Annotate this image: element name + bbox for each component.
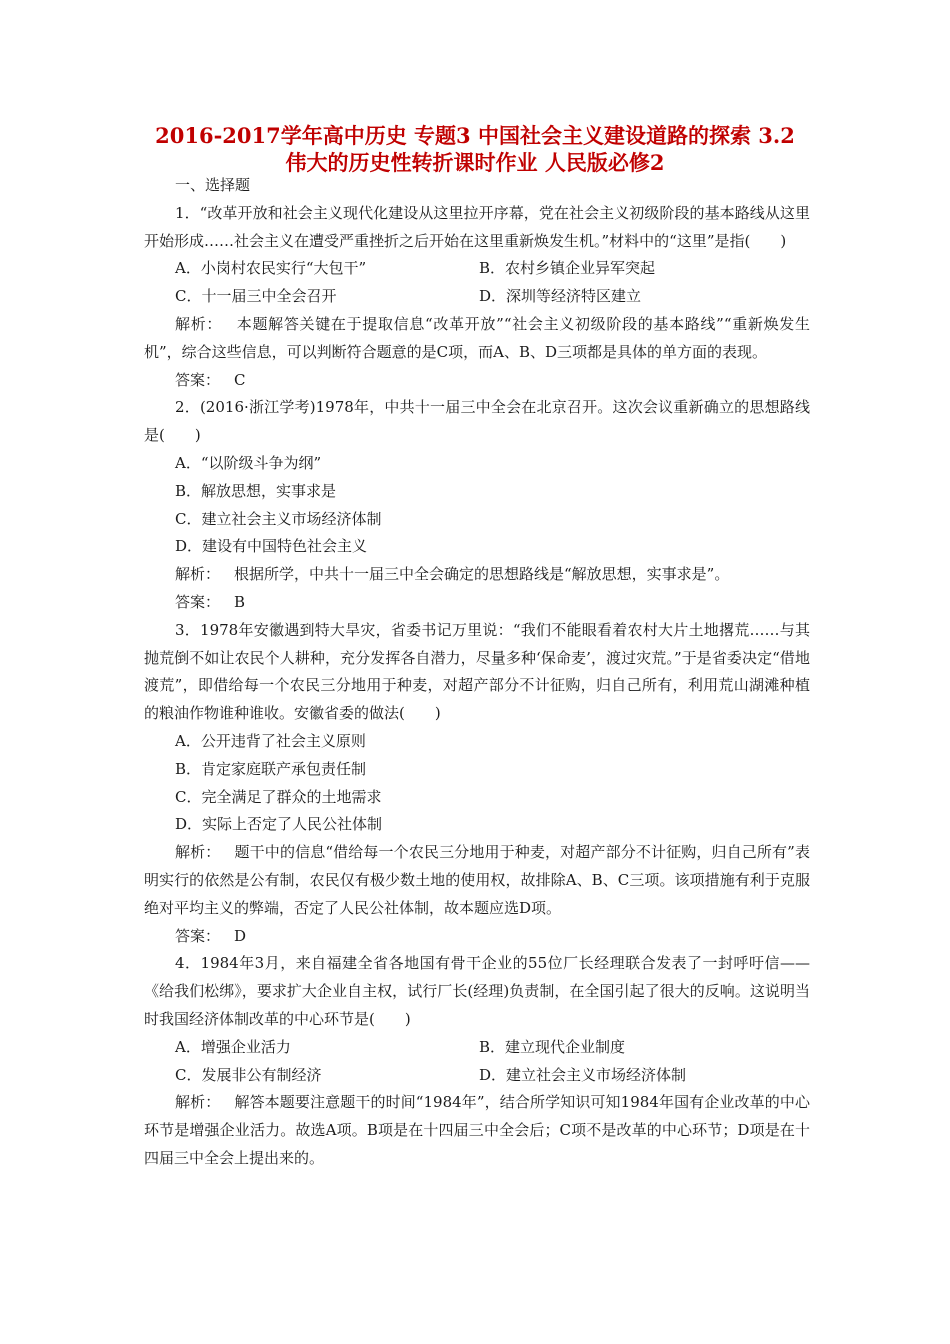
question-1-option-b: B．农村乡镇企业异军突起 <box>479 259 656 278</box>
question-2-option-a: A．“以阶级斗争为纲” <box>175 453 322 472</box>
question-4-options-row-1 <box>144 1034 810 1062</box>
question-1-option-d: D．深圳等经济特区建立 <box>479 287 642 306</box>
answer-label: 答案： <box>175 926 221 945</box>
analysis-label: 解析： <box>175 843 221 862</box>
question-4-analysis <box>144 1089 810 1172</box>
question-1-option-c: C．十一届三中全会召开 <box>175 287 337 306</box>
analysis-text: 根据所学，中共十一届三中全会确定的思想路线是“解放思想，实事求是”。 <box>234 565 730 584</box>
section-heading: 一、选择题 <box>175 176 251 194</box>
question-4-stem: 4．1984年3月，来自福建全省各地国有骨干企业的55位厂长经理联合发表了一封呼吁信——《给我们松绑》，要求扩大企业自主权，试行厂长(经理)负责制，在全国引起了很大的反响。这说明当时我国经济体制改革的中心环节是( ) <box>144 954 810 1028</box>
document-body <box>144 172 810 1173</box>
title-line-2: 伟大的历史性转折课时作业 人民版必修2 <box>285 150 665 175</box>
question-1-stem: 1．“改革开放和社会主义现代化建设从这里拉开序幕，党在社会主义初级阶段的基本路线从这里开始形成……社会主义在遭受严重挫折之后开始在这里重新焕发生机。”材料中的“这里”是指( ) <box>144 203 810 250</box>
question-1-option-a: A．小岗村农民实行“大包干” <box>175 259 367 278</box>
question-3-analysis <box>144 839 810 922</box>
question-3-stem: 3．1978年安徽遇到特大旱灾，省委书记万里说：“我们不能眼看着农村大片土地撂荒……与其抛荒倒不如让农民个人耕种，充分发挥各自潜力，尽量多种‘保命麦’，渡过灾荒。”于是省委决定“借地渡荒”，即借给每一个农民三分地用于种麦，对超产部分不计征购，归自己所有，利用荒山湖滩种植的粮油作物谁种谁收。安徽省委的做法( ) <box>144 620 810 723</box>
answer-value: C <box>234 370 246 389</box>
question-4-options-row-2 <box>144 1062 810 1090</box>
question-1-options-row-1 <box>144 255 810 283</box>
answer-label: 答案： <box>175 370 221 389</box>
title-line-1: 2016-2017学年高中历史 专题3 中国社会主义建设道路的探索 3.2 <box>155 123 795 148</box>
analysis-label: 解析： <box>175 1093 221 1112</box>
analysis-text: 解答本题要注意题干的时间“1984年”，结合所学知识可知1984年国有企业改革的中心环节是增强企业活力。故选A项。B项是在十四届三中全会后；C项不是改革的中心环节；D项是在十四届三中全会上提出来的。 <box>144 1093 810 1167</box>
question-2-option-b: B．解放思想，实事求是 <box>175 481 337 500</box>
analysis-text: 本题解答关键在于提取信息“改革开放”“社会主义初级阶段的基本路线”“重新焕发生机”，综合这些信息，可以判断符合题意的是C项，而A、B、D三项都是具体的单方面的表现。 <box>144 314 810 361</box>
question-1-answer <box>144 367 810 395</box>
analysis-label: 解析： <box>175 314 223 333</box>
question-3-option-d: D．实际上否定了人民公社体制 <box>175 815 383 834</box>
answer-label: 答案： <box>175 592 221 611</box>
question-1-analysis <box>144 311 810 367</box>
answer-value: D <box>234 926 247 945</box>
question-4-option-c: C．发展非公有制经济 <box>175 1065 322 1084</box>
question-3-option-c: C．完全满足了群众的土地需求 <box>175 787 382 806</box>
question-1-options-row-2 <box>144 283 810 311</box>
question-2-answer <box>144 589 810 617</box>
question-3-answer <box>144 923 810 951</box>
analysis-text: 题干中的信息“借给每一个农民三分地用于种麦，对超产部分不计征购，归自己所有”表明实行的依然是公有制，农民仅有极少数土地的使用权，故排除A、B、C三项。该项措施有利于克服绝对平均主义的弊端，否定了人民公社体制，故本题应选D项。 <box>144 843 810 917</box>
answer-value: B <box>234 592 246 611</box>
document-title <box>140 122 810 176</box>
question-3-option-b: B．肯定家庭联产承包责任制 <box>175 759 367 778</box>
question-2-option-d: D．建设有中国特色社会主义 <box>175 537 368 556</box>
question-2-analysis <box>144 561 810 589</box>
question-2-stem: 2．(2016·浙江学考)1978年，中共十一届三中全会在北京召开。这次会议重新确立的思想路线是( ) <box>144 398 810 445</box>
analysis-label: 解析： <box>175 565 221 584</box>
question-3-option-a: A．公开违背了社会主义原则 <box>175 731 366 750</box>
question-2-option-c: C．建立社会主义市场经济体制 <box>175 509 382 528</box>
question-4-option-a: A．增强企业活力 <box>175 1037 291 1056</box>
question-4-option-d: D．建立社会主义市场经济体制 <box>479 1065 687 1084</box>
question-4-option-b: B．建立现代企业制度 <box>479 1037 626 1056</box>
